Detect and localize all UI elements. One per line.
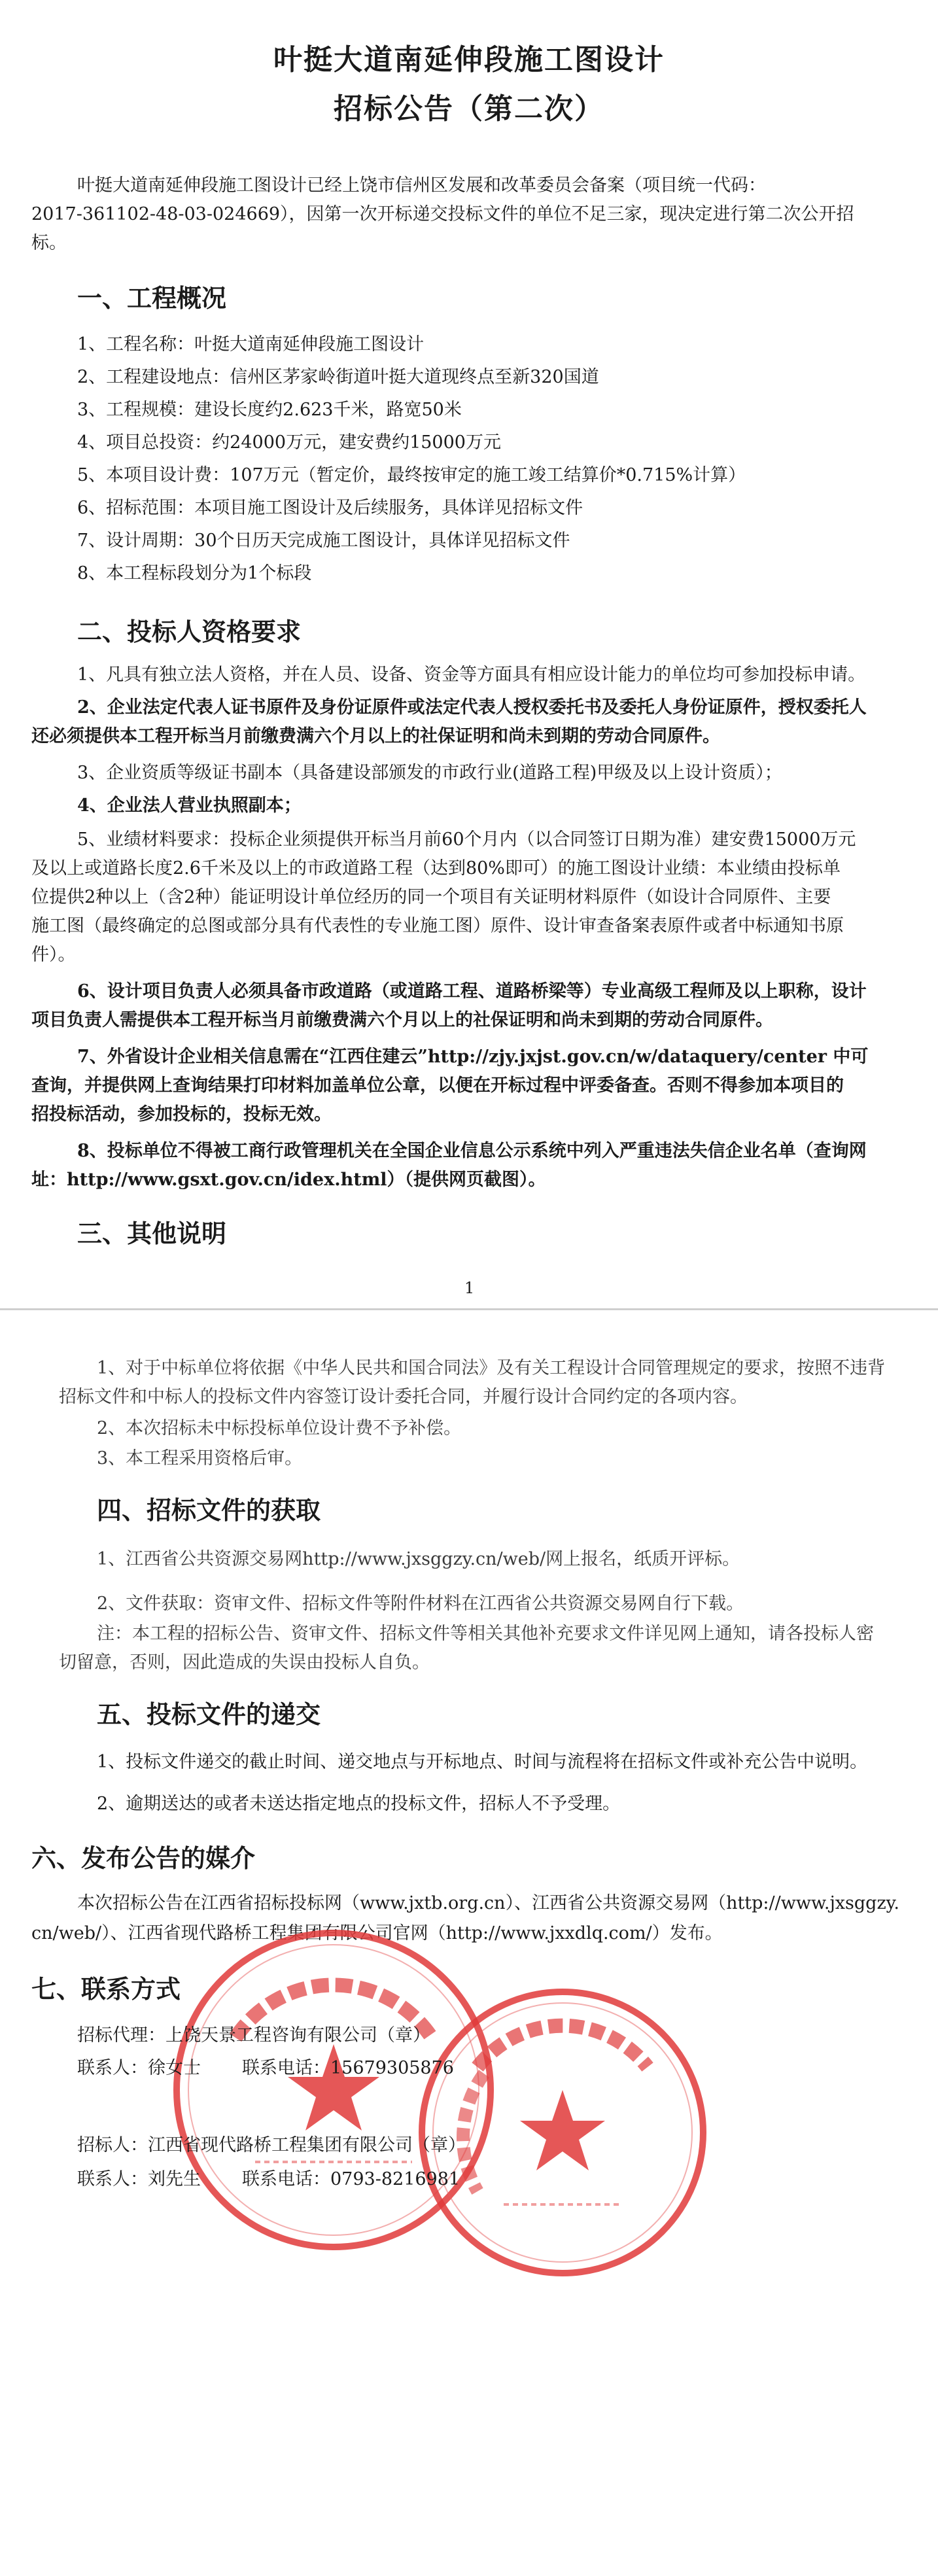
qualification-8-line-1: 8、投标单位不得被工商行政管理机关在全国企业信息公示系统中列入严重违法失信企业名单（查询网 (77, 1141, 867, 1161)
qualification-7-line-1: 7、外省设计企业相关信息需在“江西住建云”http://zjy.jxjst.gov.cn/w/dataquery/center 中可 (77, 1047, 869, 1067)
qualification-5-line-4: 施工图（最终确定的总图或部分具有代表性的专业施工图）原件、设计审查备案表原件或者中标通知书原 (31, 916, 844, 936)
tenderer: 招标人：江西省现代路桥工程集团有限公司（章） (77, 2135, 466, 2155)
qualification-5-line-3: 位提供2种以上（含2种）能证明设计单位经历的同一个项目有关证明材料原件（如设计合同原件、主要 (31, 887, 831, 907)
qualification-5-line-2: 及以上或道路长度2.6千米及以上的市政道路工程（达到80%即可）的施工图设计业绩：本业绩由投标单 (31, 858, 841, 879)
qualification-5-line-5: 件）。 (31, 945, 76, 965)
section-6-heading: 六、发布公告的媒介 (31, 1843, 256, 1873)
qualification-2-line-2: 还必须提供本工程开标当月前缴费满六个月以上的社保证明和尚未到期的劳动合同原件。 (31, 726, 720, 746)
section-7-heading: 七、联系方式 (31, 1974, 181, 2004)
project-item: 2、工程建设地点：信州区茅家岭街道叶挺大道现终点至新320国道 (77, 367, 599, 387)
page-number: 1 (464, 1279, 475, 1297)
qualification-6-line-2: 项目负责人需提供本工程开标当月前缴费满六个月以上的社保证明和尚未到期的劳动合同原件。 (31, 1010, 773, 1030)
agent-contact-phone: 联系电话：15679305876 (242, 2058, 454, 2078)
project-item: 6、招标范围：本项目施工图设计及后续服务，具体详见招标文件 (77, 498, 583, 518)
obtain-2: 2、文件获取：资审文件、招标文件等附件材料在江西省公共资源交易网自行下载。 (97, 1593, 744, 1614)
other-note-1-line-2: 招标文件和中标人的投标文件内容签订设计委托合同，并履行设计合同约定的各项内容。 (59, 1387, 748, 1407)
project-item: 4、项目总投资：约24000万元，建安费约15000万元 (77, 432, 501, 453)
agent-contact-person: 联系人：徐女士 (77, 2058, 201, 2078)
project-item: 8、本工程标段划分为1个标段 (77, 563, 312, 583)
intro-line-3: 标。 (31, 233, 67, 253)
submit-2: 2、逾期送达的或者未送达指定地点的投标文件，招标人不予受理。 (97, 1794, 621, 1814)
section-2-heading: 二、投标人资格要求 (77, 617, 302, 646)
other-note-1-line-1: 1、对于中标单位将依据《中华人民共和国合同法》及有关工程设计合同管理规定的要求，按照不违背 (97, 1358, 886, 1378)
intro-line-1: 叶挺大道南延伸段施工图设计已经上饶市信州区发展和改革委员会备案（项目统一代码： (77, 175, 766, 196)
obtain-1: 1、江西省公共资源交易网http://www.jxsggzy.cn/web/网上报名，纸质开评标。 (97, 1549, 740, 1569)
qualification-8-line-2: 址：http://www.gsxt.gov.cn/idex.html）（提供网页截图）。 (31, 1170, 546, 1190)
section-5-heading: 五、投标文件的递交 (97, 1699, 321, 1729)
qualification-7-line-3: 招投标活动，参加投标的，投标无效。 (31, 1104, 332, 1124)
media-line-1: 本次招标公告在江西省招标投标网（www.jxtb.org.cn）、江西省公共资源交易网（http://www.jxsggzy. (77, 1893, 899, 1913)
other-note-2: 2、本次招标未中标投标单位设计费不予补偿。 (97, 1418, 462, 1438)
obtain-note-line-1: 注：本工程的招标公告、资审文件、招标文件等相关其他补充要求文件详见网上通知，请各投标人密 (97, 1624, 874, 1644)
project-item: 7、设计周期：30个日历天完成施工图设计，具体详见招标文件 (77, 531, 570, 551)
qualification-2-line-1: 2、企业法定代表人证书原件及身份证原件或法定代表人授权委托书及委托人身份证原件，授权委托人 (77, 697, 867, 718)
submit-1: 1、投标文件递交的截止时间、递交地点与开标地点、时间与流程将在招标文件或补充公告中说明。 (97, 1752, 868, 1772)
qualification-5-line-1: 5、业绩材料要求：投标企业须提供开标当月前60个月内（以合同签订日期为准）建安费15000万元 (77, 829, 856, 850)
tender-agent: 招标代理：上饶天景工程咨询有限公司（章） (77, 2025, 430, 2045)
qualification-3: 3、企业资质等级证书副本（具备建设部颁发的市政行业(道路工程)甲级及以上设计资质）； (77, 763, 782, 783)
owner-contact-phone: 联系电话：0793-8216981 (242, 2169, 460, 2189)
section-4-heading: 四、招标文件的获取 (97, 1495, 321, 1525)
other-note-3: 3、本工程采用资格后审。 (97, 1448, 303, 1469)
qualification-1: 1、凡具有独立法人资格，并在人员、设备、资金等方面具有相应设计能力的单位均可参加投标申请。 (77, 665, 866, 685)
qualification-7-line-2: 查询，并提供网上查询结果打印材料加盖单位公章，以便在开标过程中评委备查。否则不得参加本项目的 (31, 1075, 844, 1096)
section-3-heading: 三、其他说明 (77, 1219, 227, 1248)
section-1-heading: 一、工程概况 (77, 283, 227, 313)
qualification-6-line-1: 6、设计项目负责人必须具备市政道路（或道路工程、道路桥梁等）专业高级工程师及以上职称，设计 (77, 981, 867, 1001)
media-line-2: cn/web/）、江西省现代路桥工程集团有限公司官网（http://www.jxxdlq.com/）发布。 (31, 1923, 723, 1943)
qualification-4: 4、企业法人营业执照副本； (77, 795, 302, 816)
doc-title: 叶挺大道南延伸段施工图设计 (273, 43, 665, 77)
doc-subtitle: 招标公告（第二次） (334, 92, 604, 126)
page-break (0, 1308, 938, 1310)
project-item: 5、本项目设计费：107万元（暂定价，最终按审定的施工竣工结算价*0.715%计算） (77, 465, 746, 485)
obtain-note-line-2: 切留意，否则，因此造成的失误由投标人自负。 (59, 1652, 430, 1673)
intro-line-2: 2017-361102-48-03-024669），因第一次开标递交投标文件的单位不足三家，现决定进行第二次公开招 (31, 204, 854, 224)
project-item: 3、工程规模：建设长度约2.623千米，路宽50米 (77, 400, 462, 420)
project-item: 1、工程名称：叶挺大道南延伸段施工图设计 (77, 334, 425, 355)
owner-contact-person: 联系人：刘先生 (77, 2169, 201, 2189)
